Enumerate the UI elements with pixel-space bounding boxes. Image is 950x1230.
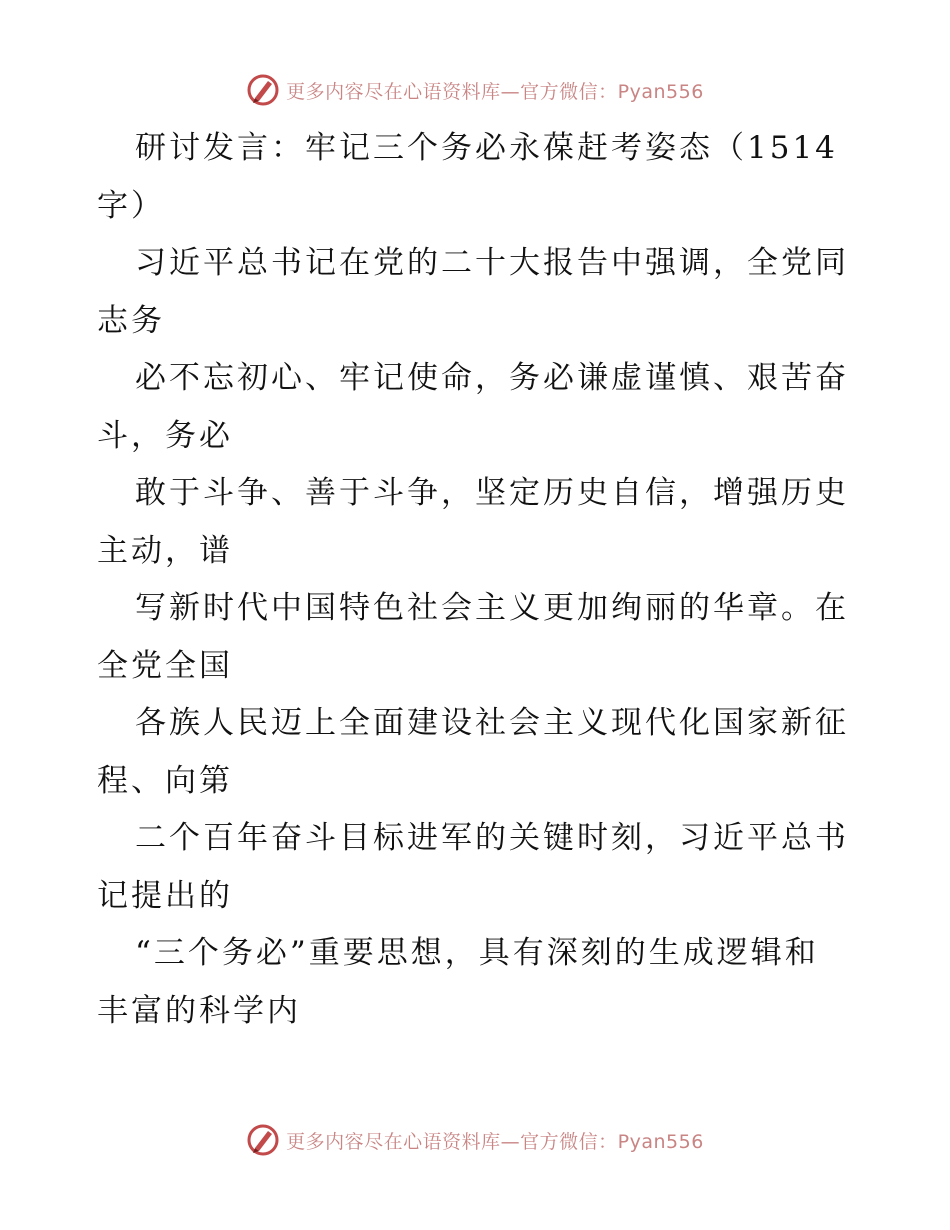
text-line: 程、向第 [97, 762, 233, 799]
text-line: 敢于斗争、善于斗争，坚定历史自信，增强历史 [135, 475, 849, 511]
text-line: 研讨发言：牢记三个务必永葆赶考姿态（1514 [135, 130, 838, 166]
text-line: 写新时代中国特色社会主义更加绚丽的华章。在 [135, 590, 849, 626]
text-line: 习近平总书记在党的二十大报告中强调，全党同 [135, 245, 849, 281]
text-line: 斗，务必 [97, 417, 233, 454]
footer-banner-text: 更多内容尽在心语资料库—官方微信：Pyan556 [286, 1130, 704, 1153]
text-line: 字） [97, 187, 165, 224]
text-line: 记提出的 [97, 877, 233, 914]
text-line: 志务 [97, 302, 165, 339]
text-line: “三个务必”重要思想，具有深刻的生成逻辑和 [135, 935, 819, 971]
text-line: 二个百年奋斗目标进军的关键时刻，习近平总书 [135, 820, 849, 856]
text-line: 主动，谱 [97, 532, 233, 569]
footer-banner [0, 1120, 950, 1160]
header-banner-text: 更多内容尽在心语资料库—官方微信：Pyan556 [286, 80, 704, 103]
pen-seal-logo-icon [246, 1123, 280, 1157]
text-line: 各族人民迈上全面建设社会主义现代化国家新征 [135, 705, 849, 741]
text-line: 丰富的科学内 [97, 992, 301, 1029]
document-body [97, 120, 857, 1040]
text-line: 全党全国 [97, 647, 233, 684]
header-banner [0, 70, 950, 110]
text-line: 必不忘初心、牢记使命，务必谦虚谨慎、艰苦奋 [135, 360, 849, 396]
pen-seal-logo-icon [246, 73, 280, 107]
